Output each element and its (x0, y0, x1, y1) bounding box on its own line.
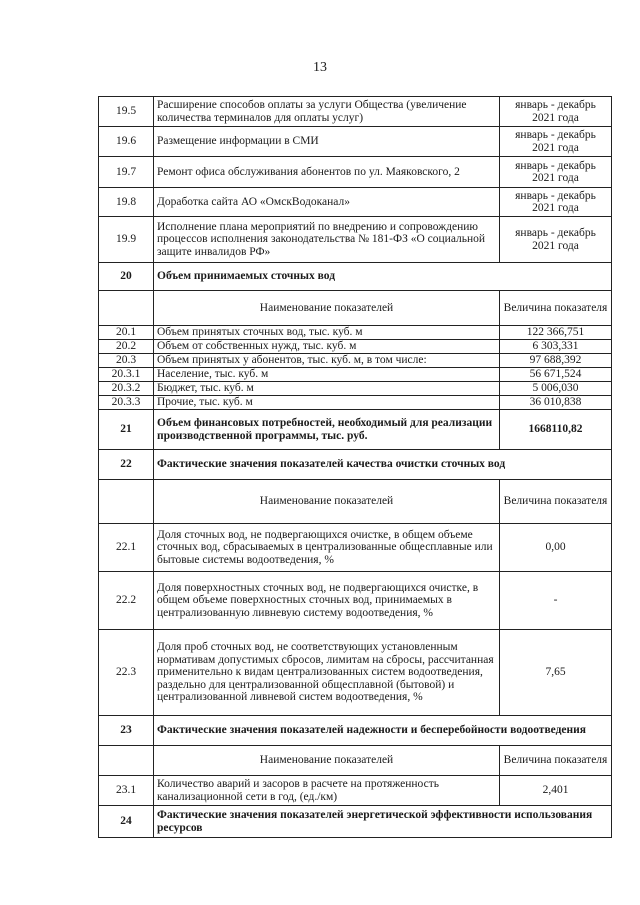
table-row (99, 354, 612, 368)
row-text: Количество аварий и засоров в расчете на протяженность канализационной сети в год, (ед./км) (154, 776, 500, 806)
section-number: 20 (99, 263, 154, 291)
header-row (99, 746, 612, 776)
table-row (99, 396, 612, 410)
header-name: Наименование показателей (154, 480, 500, 524)
table-row (99, 157, 612, 188)
row-number: 19.7 (99, 157, 154, 188)
row-number: 19.6 (99, 127, 154, 157)
section-number: 21 (99, 410, 154, 450)
header-value: Величина показателя (500, 291, 612, 326)
section-row (99, 806, 612, 838)
row-value: 6 303,331 (500, 340, 612, 354)
row-value: 122 366,751 (500, 326, 612, 340)
row-number: 19.9 (99, 217, 154, 263)
row-text: Объем принятых у абонентов, тыс. куб. м, в том числе: (154, 354, 500, 368)
indicators-table (98, 96, 612, 838)
row-number: 19.8 (99, 188, 154, 217)
section-title: Фактические значения показателей надежности и бесперебойности водоотведения (154, 716, 612, 746)
row-value: 36 010,838 (500, 396, 612, 410)
empty-cell (99, 480, 154, 524)
row-period: январь - декабрь 2021 года (500, 157, 612, 188)
row-value: - (500, 572, 612, 630)
table-row (99, 188, 612, 217)
row-text: Объем принятых сточных вод, тыс. куб. м (154, 326, 500, 340)
header-value: Величина показателя (500, 746, 612, 776)
row-number: 20.3 (99, 354, 154, 368)
row-number: 20.2 (99, 340, 154, 354)
row-period: январь - декабрь 2021 года (500, 217, 612, 263)
row-text: Объем от собственных нужд, тыс. куб. м (154, 340, 500, 354)
row-number: 20.1 (99, 326, 154, 340)
page-number: 13 (313, 60, 327, 75)
row-value: 97 688,392 (500, 354, 612, 368)
table-row (99, 524, 612, 572)
row-number: 23.1 (99, 776, 154, 806)
row-number: 22.2 (99, 572, 154, 630)
table-row (99, 127, 612, 157)
row-text: Бюджет, тыс. куб. м (154, 382, 500, 396)
row-period: январь - декабрь 2021 года (500, 188, 612, 217)
section-row (99, 410, 612, 450)
row-text: Доработка сайта АО «ОмскВодоканал» (154, 188, 500, 217)
row-number: 20.3.1 (99, 368, 154, 382)
row-text: Доля проб сточных вод, не соответствующих установленным нормативам допустимых сбросов, лимитам на сбросы, рассчитанная применительно к видам централизованных систем водоотведения, раздельно для централизованной общесплавной (бытовой) и централизованной ливневой систем водоотведения, % (154, 630, 500, 716)
table-row (99, 368, 612, 382)
row-period: январь - декабрь 2021 года (500, 97, 612, 127)
row-number: 22.3 (99, 630, 154, 716)
section-title: Фактические значения показателей качества очистки сточных вод (154, 450, 612, 480)
table-row (99, 382, 612, 396)
row-value: 5 006,030 (500, 382, 612, 396)
row-number: 22.1 (99, 524, 154, 572)
section-title: Объем принимаемых сточных вод (154, 263, 612, 291)
section-row (99, 263, 612, 291)
table-row (99, 97, 612, 127)
row-number: 20.3.2 (99, 382, 154, 396)
row-text: Расширение способов оплаты за услуги Общества (увеличение количества терминалов для оплаты услуг) (154, 97, 500, 127)
row-number: 20.3.3 (99, 396, 154, 410)
table-row (99, 217, 612, 263)
section-title: Фактические значения показателей энергетической эффективности использования ресурсов (154, 806, 612, 838)
table-row (99, 340, 612, 354)
header-row (99, 291, 612, 326)
row-value: 7,65 (500, 630, 612, 716)
header-name: Наименование показателей (154, 291, 500, 326)
row-text: Доля сточных вод, не подвергающихся очистке, в общем объеме сточных вод, сбрасываемых в централизованные общесплавные или бытовые системы водоотведения, % (154, 524, 500, 572)
table-row (99, 572, 612, 630)
section-number: 24 (99, 806, 154, 838)
table-row (99, 776, 612, 806)
row-text: Доля поверхностных сточных вод, не подвергающихся очистке, в общем объеме поверхностных сточных вод, принимаемых в централизованную ливневую систему водоотведения, % (154, 572, 500, 630)
row-text: Ремонт офиса обслуживания абонентов по ул. Маяковского, 2 (154, 157, 500, 188)
row-value: 56 671,524 (500, 368, 612, 382)
section-row (99, 450, 612, 480)
section-row (99, 716, 612, 746)
row-value: 0,00 (500, 524, 612, 572)
row-period: январь - декабрь 2021 года (500, 127, 612, 157)
header-name: Наименование показателей (154, 746, 500, 776)
header-row (99, 480, 612, 524)
row-text: Прочие, тыс. куб. м (154, 396, 500, 410)
row-text: Население, тыс. куб. м (154, 368, 500, 382)
header-value: Величина показателя (500, 480, 612, 524)
section-value: 1668110,82 (500, 410, 612, 450)
row-value: 2,401 (500, 776, 612, 806)
table-row (99, 630, 612, 716)
row-number: 19.5 (99, 97, 154, 127)
empty-cell (99, 746, 154, 776)
table-row (99, 326, 612, 340)
section-title: Объем финансовых потребностей, необходимый для реализации производственной программы, тыс. руб. (154, 410, 500, 450)
section-number: 23 (99, 716, 154, 746)
empty-cell (99, 291, 154, 326)
section-number: 22 (99, 450, 154, 480)
row-text: Исполнение плана мероприятий по внедрению и сопровождению процессов исполнения законодательства № 181-ФЗ «О социальной защите инвалидов РФ» (154, 217, 500, 263)
row-text: Размещение информации в СМИ (154, 127, 500, 157)
